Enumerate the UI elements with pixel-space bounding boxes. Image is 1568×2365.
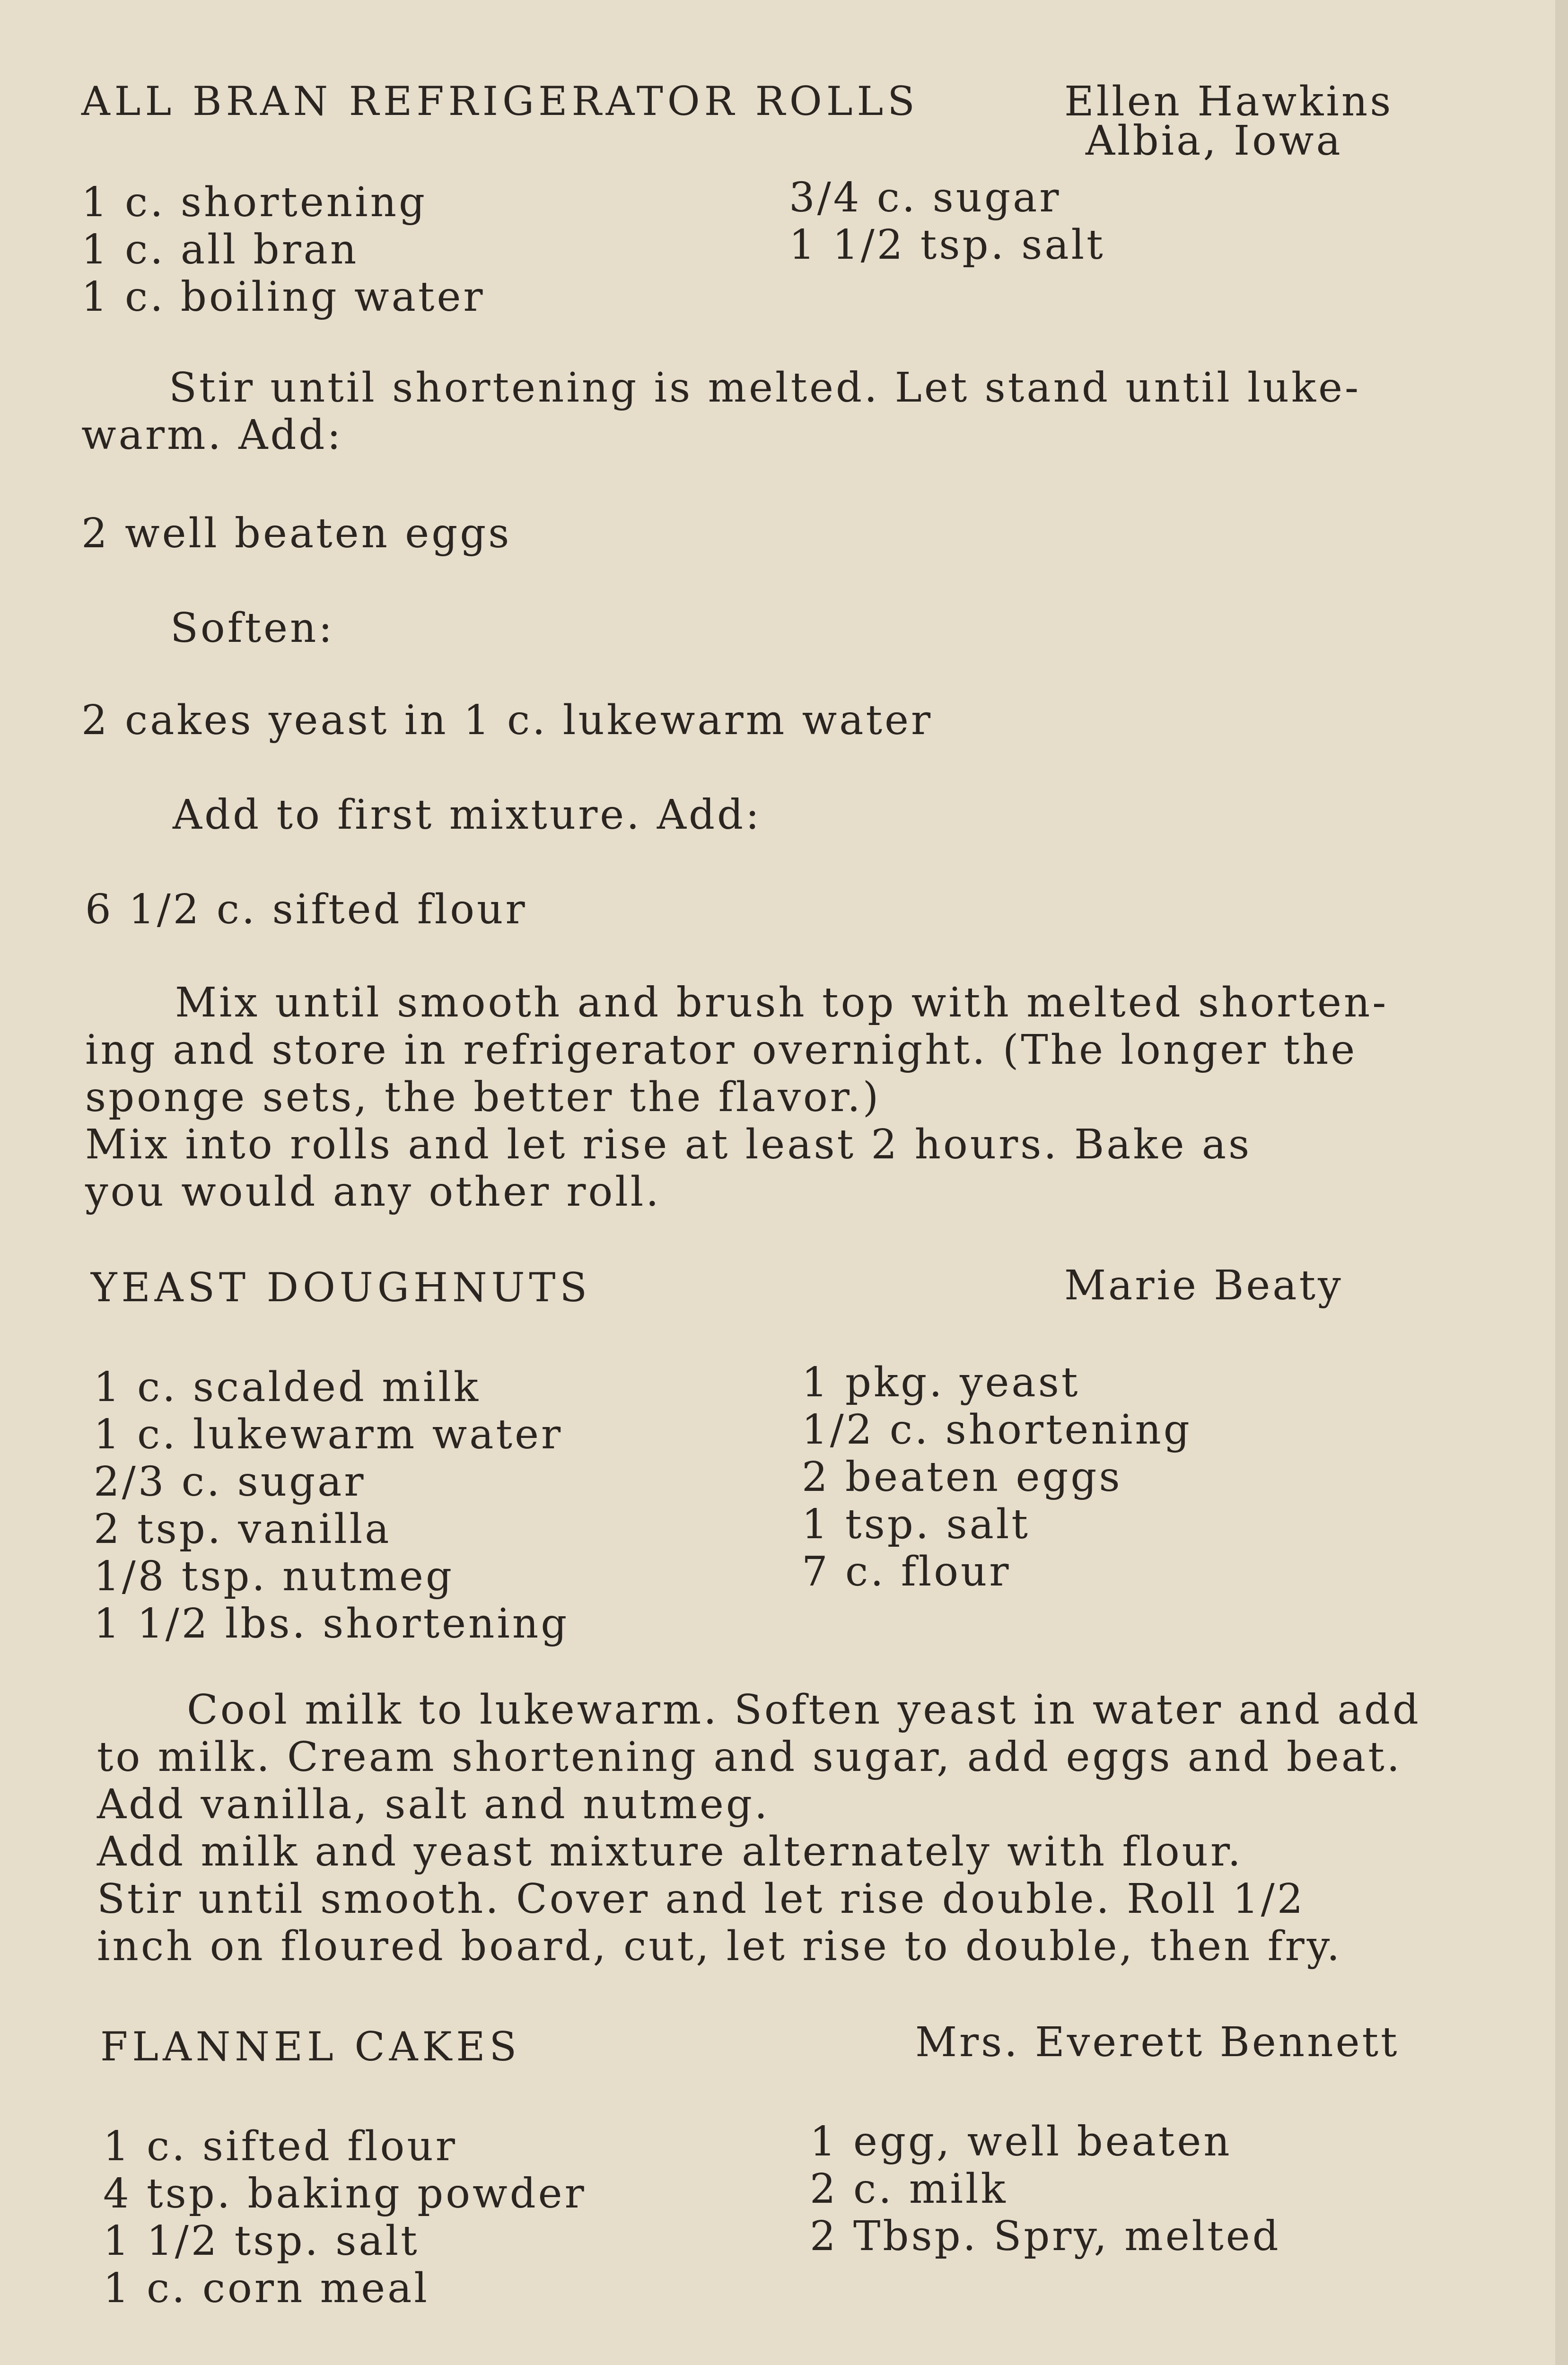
recipe-directions: Cool milk to lukewarm. Soften yeast in water and add to milk. Cream shortening and sugar, add eggs and beat. Add vanilla, salt and nutmeg. Add milk and yeast mixture alternately with flour. Stir until smooth. Cover and let rise double. Roll 1/2 inch on floured board, cut, let rise to double, then fry. <box>97 1686 1421 1970</box>
ingredient: 1 1/2 tsp. salt <box>789 221 1105 269</box>
ingredient: 2 beaten eggs <box>802 1454 1122 1501</box>
ingredient: 1 egg, well beaten <box>810 2118 1232 2165</box>
ingredient: 3/4 c. sugar <box>789 174 1061 221</box>
ingredient: 1/8 tsp. nutmeg <box>94 1553 454 1600</box>
ingredient: 1 c. lukewarm water <box>94 1411 563 1458</box>
ingredient: 2 c. milk <box>810 2165 1008 2213</box>
ingredient: 1 pkg. yeast <box>802 1359 1080 1406</box>
recipe-title: ALL BRAN REFRIGERATOR ROLLS <box>81 78 919 124</box>
ingredient: 1 1/2 lbs. shortening <box>94 1600 569 1647</box>
recipe-step: 6 1/2 c. sifted flour <box>85 886 527 933</box>
page-edge <box>1555 0 1568 2365</box>
ingredient: 1 c. corn meal <box>103 2265 429 2312</box>
recipe-step: Add to first mixture. Add: <box>173 791 762 839</box>
recipe-contributor: Mrs. Everett Bennett <box>915 2019 1400 2066</box>
ingredient: 1 c. sifted flour <box>103 2123 457 2170</box>
recipe-contributor: Ellen Hawkins <box>1064 78 1393 125</box>
ingredient: 1 c. all bran <box>81 226 359 273</box>
ingredient: 1 c. boiling water <box>81 273 485 321</box>
recipe-contributor: Marie Beaty <box>1064 1262 1343 1309</box>
recipe-step: Soften: <box>170 604 335 652</box>
ingredient: 2 tsp. vanilla <box>94 1506 392 1553</box>
recipe-step: 2 cakes yeast in 1 c. lukewarm water <box>81 697 933 744</box>
ingredient: 4 tsp. baking powder <box>103 2170 587 2217</box>
ingredient: 2 Tbsp. Spry, melted <box>810 2213 1281 2260</box>
ingredient: 7 c. flour <box>802 1548 1011 1595</box>
ingredient: 1 tsp. salt <box>802 1501 1030 1548</box>
recipe-title: FLANNEL CAKES <box>100 2023 521 2070</box>
recipe-step: Mix until smooth and brush top with melted shorten- ing and store in refrigerator overnight. (The longer the sponge sets, the better the flavor.) Mix into rolls and let rise at least 2 hours. Bake as you would any other roll. <box>85 979 1389 1216</box>
ingredient: 1 c. shortening <box>81 179 428 226</box>
recipe-contributor-town: Albia, Iowa <box>1086 117 1343 165</box>
ingredient: 1/2 c. shortening <box>802 1406 1192 1454</box>
recipe-title: YEAST DOUGHNUTS <box>91 1264 591 1311</box>
ingredient: 1 c. scalded milk <box>94 1364 481 1411</box>
recipe-step: 2 well beaten eggs <box>81 510 512 557</box>
ingredient: 1 1/2 tsp. salt <box>103 2217 420 2265</box>
recipe-step: Stir until shortening is melted. Let stand until luke- warm. Add: <box>81 364 1361 459</box>
ingredient: 2/3 c. sugar <box>94 1458 366 1506</box>
